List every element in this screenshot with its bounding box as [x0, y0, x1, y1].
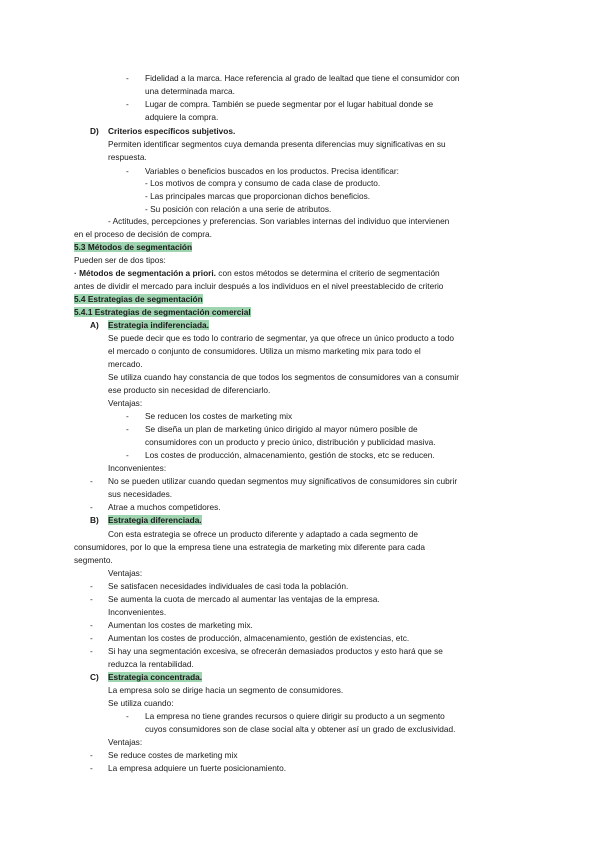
text-line: Pueden ser de dos tipos: — [74, 255, 166, 265]
heading-5-4 — [74, 294, 203, 305]
section-heading: Criterios específicos subjetivos. — [108, 126, 236, 136]
text-line: Fidelidad a la marca. Hace referencia al grado de lealtad que tiene el consumidor con — [145, 73, 460, 83]
text-line: Se reduce costes de marketing mix — [108, 750, 238, 760]
text-line: Se reducen los costes de marketing mix — [145, 411, 293, 421]
text-line: Se utiliza cuando hay constancia de que todos los segmentos de consumidores van a consumir — [108, 372, 459, 382]
text-line: Se diseña un plan de marketing único dirigido al mayor número posible de — [145, 424, 418, 434]
list-bullet: - — [126, 166, 129, 176]
text-line: Se utiliza cuando: — [108, 698, 174, 708]
text-line: La empresa solo se dirige hacia un segmento de consumidores. — [108, 685, 344, 695]
section-letter: D) — [90, 126, 99, 136]
text-line: Variables o beneficios buscados en los productos. Precisa identificar: — [145, 166, 399, 176]
heading-highlight: 5.4.1 Estrategias de segmentación comercial — [74, 307, 251, 317]
text-line: en el proceso de decisión de compra. — [74, 229, 212, 239]
text-line: el mercado o conjunto de consumidores. Utiliza un mismo marketing mix para todo el — [108, 346, 421, 356]
list-bullet: - — [90, 476, 93, 486]
text-line: antes de dividir el mercado para incluir después a los individuos en el nivel preestablecido de criterio — [74, 281, 444, 291]
list-bullet: - — [126, 73, 129, 83]
heading-highlight: 5.4 Estrategias de segmentación — [74, 294, 203, 304]
list-bullet: - — [90, 633, 93, 643]
heading-highlight: Estrategia concentrada. — [108, 672, 203, 682]
section-heading — [108, 672, 202, 683]
heading-highlight: 5.3 Métodos de segmentación — [74, 242, 193, 252]
text-line: Se satisfacen necesidades individuales de casi toda la población. — [108, 581, 349, 591]
term-definition: con estos métodos se determina el criterio de segmentación — [216, 268, 440, 278]
section-heading — [108, 515, 202, 526]
text-line: ese producto sin necesidad de diferenciarlo. — [108, 385, 271, 395]
text-line: mercado. — [108, 359, 143, 369]
section-letter: B) — [90, 515, 99, 525]
text-line: Ventajas: — [108, 737, 143, 747]
heading-highlight: Estrategia indiferenciada. — [108, 320, 209, 330]
heading-5-4-1 — [74, 307, 251, 318]
text-line: Se aumenta la cuota de mercado al aumentar las ventajas de la empresa. — [108, 594, 380, 604]
text-line: adquiere la compra. — [145, 112, 219, 122]
text-line: segmento. — [74, 555, 113, 565]
text-line: Se puede decir que es todo lo contrario de segmentar, ya que ofrece un único producto a todo — [108, 333, 454, 343]
text-line: Los costes de producción, almacenamiento, gestión de stocks, etc se reducen. — [145, 450, 435, 460]
text-line — [74, 268, 440, 279]
list-bullet: - — [90, 763, 93, 773]
text-line: Aumentan los costes de producción, almacenamiento, gestión de existencias, etc. — [108, 633, 410, 643]
section-letter: C) — [90, 672, 99, 682]
text-line: Lugar de compra. También se puede segmentar por el lugar habitual donde se — [145, 99, 434, 109]
list-bullet: - — [126, 450, 129, 460]
list-bullet: - — [126, 99, 129, 109]
text-line: Inconvenientes. — [108, 607, 167, 617]
text-line: consumidores, por lo que la empresa tiene una estrategia de marketing mix diferente para cada — [74, 542, 425, 552]
text-line: - Su posición con relación a una serie de atributos. — [145, 204, 332, 214]
text-line: Permiten identificar segmentos cuya demanda presenta diferencias muy significativas en su — [108, 139, 446, 149]
text-line: No se pueden utilizar cuando quedan segmentos muy significativos de consumidores sin cubrir — [108, 476, 458, 486]
list-bullet: - — [90, 750, 93, 760]
text-line: - Las principales marcas que proporcionan dichos beneficios. — [145, 191, 371, 201]
text-line: - Actitudes, percepciones y preferencias. Son variables internas del individuo que intervienen — [108, 216, 450, 226]
section-letter: A) — [90, 320, 99, 330]
section-heading — [108, 320, 209, 331]
heading-highlight: Estrategia diferenciada. — [108, 515, 202, 525]
list-bullet: - — [126, 411, 129, 421]
text-line: cuyos consumidores son de clase social alta y obtener así un grado de exclusividad. — [145, 724, 456, 734]
list-bullet: - — [90, 646, 93, 656]
text-line: Inconvenientes: — [108, 463, 167, 473]
list-bullet: - — [126, 424, 129, 434]
text-line: respuesta. — [108, 152, 147, 162]
list-bullet: - — [90, 620, 93, 630]
text-line: reduzca la rentabilidad. — [108, 659, 194, 669]
text-line: La empresa adquiere un fuerte posicionamiento. — [108, 763, 287, 773]
text-line: Ventajas: — [108, 568, 143, 578]
bold-term: · Métodos de segmentación a priori. — [74, 268, 216, 278]
text-line: Aumentan los costes de marketing mix. — [108, 620, 253, 630]
list-bullet: - — [90, 502, 93, 512]
text-line: Si hay una segmentación excesiva, se ofrecerán demasiados productos y esto hará que se — [108, 646, 443, 656]
text-line: Ventajas: — [108, 398, 143, 408]
text-line: Atrae a muchos competidores. — [108, 502, 221, 512]
list-bullet: - — [90, 581, 93, 591]
text-line: una determinada marca. — [145, 86, 235, 96]
heading-5-3 — [74, 242, 192, 253]
text-line: Con esta estrategia se ofrece un producto diferente y adaptado a cada segmento de — [108, 529, 418, 539]
text-line: La empresa no tiene grandes recursos o quiere dirigir su producto a un segmento — [145, 711, 445, 721]
list-bullet: - — [90, 594, 93, 604]
list-bullet: - — [126, 711, 129, 721]
text-line: sus necesidades. — [108, 489, 173, 499]
text-line: - Los motivos de compra y consumo de cada clase de producto. — [145, 178, 381, 188]
text-line: consumidores con un producto y precio único, distribución y publicidad masiva. — [145, 437, 436, 447]
